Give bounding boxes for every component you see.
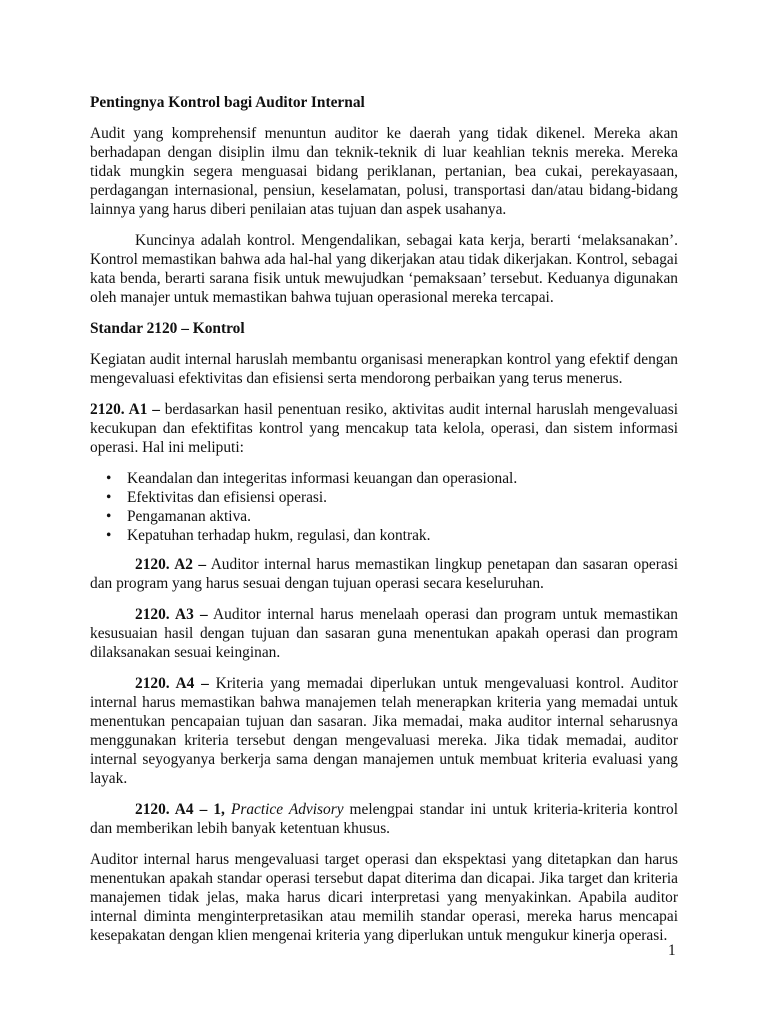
standard-2120-a2 [90, 555, 678, 593]
page-number: 1 [668, 942, 676, 959]
document-body [90, 93, 678, 957]
section-heading-kontrol-auditor: Pentingnya Kontrol bagi Auditor Internal [90, 94, 365, 111]
standard-label: 2120. A2 – [135, 556, 207, 573]
standard-label: 2120. A1 – [90, 401, 160, 418]
list-item-text: Kepatuhan terhadap hukm, regulasi, dan kontrak. [127, 527, 431, 544]
standard-label: 2120. A4 – 1, [135, 801, 225, 818]
list-item [90, 488, 678, 507]
list-item-text: Pengamanan aktiva. [127, 508, 251, 525]
paragraph-kuncinya-kontrol: Kuncinya adalah kontrol. Mengendalikan, sebagai kata kerja, berarti ‘melaksanakan’. Kontrol memastikan bahwa ada hal-hal yang dikerjakan atau tidak dikerjakan. Kontrol, sebagai kata benda, berarti sarana fisik untuk mewujudkan ‘pemaksaan’ tersebut. Keduanya digunakan oleh manajer untuk memastikan bahwa tujuan operasional mereka tercapai. [90, 232, 678, 306]
paragraph-audit-komprehensif: Audit yang komprehensif menuntun auditor ke daerah yang tidak dikenel. Mereka akan berhadapan dengan disiplin ilmu dan teknik-teknik di luar keahlian teknis mereka. Mereka tidak mungkin segera menguasai bidang periklanan, pertanian, bea cukai, perekayasaan, perdagangan internasional, pensiun, keselamatan, polusi, transportasi dan/atau bidang-bidang lainnya yang harus diberi penilaian atas tujuan dan aspek usahanya. [90, 125, 678, 218]
list-item [90, 507, 678, 526]
list-item-text: Keandalan dan integeritas informasi keuangan dan operasional. [127, 470, 518, 487]
list-item [90, 526, 678, 545]
list-item-text: Efektivitas dan efisiensi operasi. [127, 489, 328, 506]
standard-label: 2120. A4 – [135, 675, 209, 692]
section-heading-standar-2120: Standar 2120 – Kontrol [90, 320, 245, 337]
standard-2120-a4-1 [90, 800, 678, 838]
standard-2120-a4 [90, 674, 678, 788]
paragraph-evaluasi-target: Auditor internal harus mengevaluasi target operasi dan ekspektasi yang ditetapkan dan harus menentukan apakah standar operasi tersebut dapat diterima dan dicapai. Jika target dan kriteria manajemen tidak jelas, maka harus dicari interpretasi yang menyakinkan. Apabila auditor internal diminta menginterpretasikan atau memilih standar operasi, mereka harus mencapai kesepakatan dengan klien mengenai kriteria yang diperlukan untuk mengukur kinerja operasi. [90, 851, 678, 944]
standard-text: Kriteria yang memadai diperlukan untuk mengevaluasi kontrol. Auditor internal harus memastikan bahwa manajemen telah menerapkan kriteria yang memadai untuk menentukan pencapaian tujuan dan sasaran. Jika memadai, maka auditor internal seharusnya menggunakan kriteria tersebut dengan mengevaluasi mereka. Jika tidak memadai, auditor internal seyogyanya berkerja sama dengan manajemen untuk membuat kriteria evaluasi yang layak. [90, 675, 678, 787]
standard-2120-a3 [90, 605, 678, 662]
standard-text: berdasarkan hasil penentuan resiko, aktivitas audit internal haruslah mengevaluasi kecukupan dan efektifitas kontrol yang mencakup tata kelola, operasi, dan sistem informasi operasi. Hal ini meliputi: [90, 401, 678, 456]
bullet-list [90, 469, 678, 545]
bullet-icon: • [106, 508, 112, 525]
standard-text: Auditor internal harus memastikan lingkup penetapan dan sasaran operasi dan program yang harus sesuai dengan tujuan operasi secara keseluruhan. [90, 556, 678, 592]
practice-advisory-term: Practice Advisory [230, 801, 344, 818]
bullet-icon: • [106, 470, 112, 487]
standard-text: Auditor internal harus menelaah operasi dan program untuk memastikan kesusuaian hasil dengan tujuan dan sasaran guna menentukan apakah operasi dan program dilaksanakan sesuai keinginan. [90, 606, 678, 661]
bullet-icon: • [106, 489, 112, 506]
list-item [90, 469, 678, 488]
standard-text: melengpai standar ini untuk kriteria-kriteria kontrol dan memberikan lebih banyak ketentuan khusus. [90, 801, 678, 837]
standard-2120-a1 [90, 400, 678, 457]
paragraph-kegiatan-audit: Kegiatan audit internal haruslah membantu organisasi menerapkan kontrol yang efektif dengan mengevaluasi efektivitas dan efisiensi serta mendorong perbaikan yang terus menerus. [90, 351, 678, 387]
bullet-icon: • [106, 527, 112, 544]
standard-label: 2120. A3 – [135, 606, 208, 623]
